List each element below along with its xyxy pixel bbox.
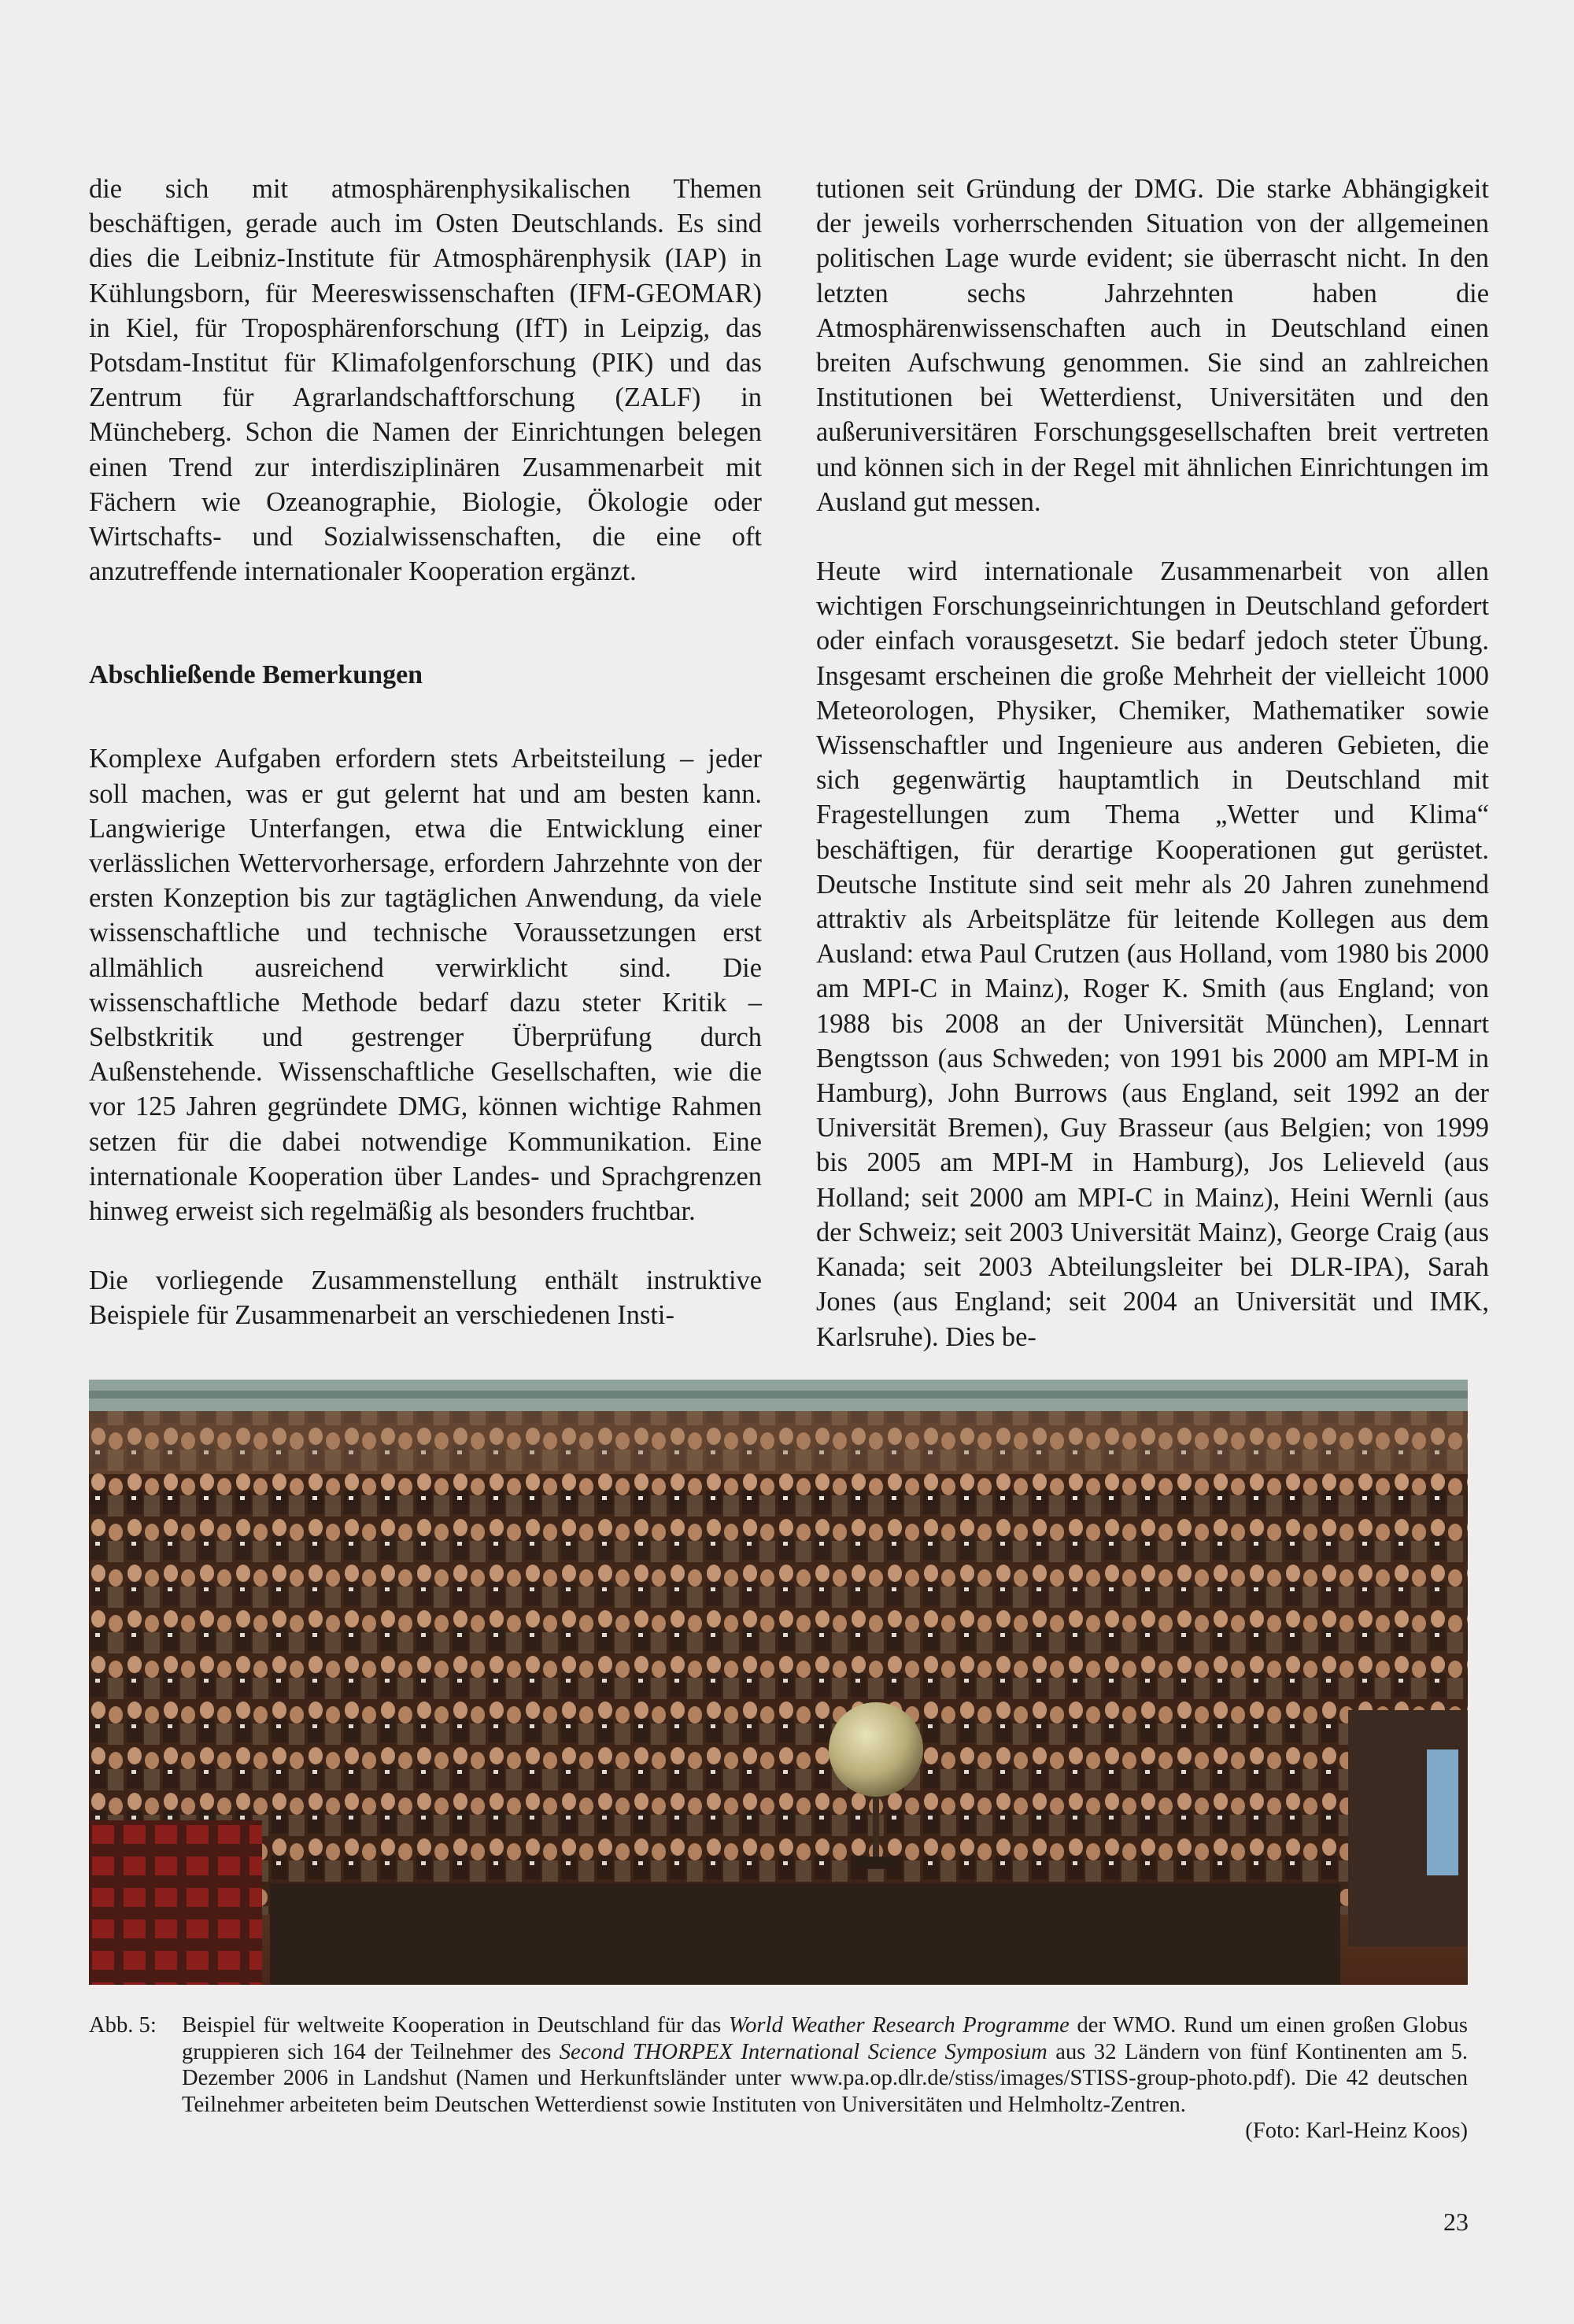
caption-segment: aus 32 Ländern von fünf Kontinenten am 5. Dezember 2006 in Landshut (Namen und Herkunftsländer unter www.pa.op.dlr.de/stiss/images/STISS-group-photo.pdf). Die 42 deutschen Teilnehmer arbeiteten beim Deutschen Wetterdienst sowie Instituten von Universitäten und Helmholtz-Zentren. [182, 2039, 1469, 2117]
caption-text [182, 2012, 1468, 2145]
page-number: 23 [1443, 2208, 1469, 2236]
group-photo-image [89, 1380, 1468, 1985]
caption-segment: der WMO. Rund um einen großen Globus gruppieren sich 164 der Teilnehmer des [182, 2013, 1468, 2064]
body-paragraph: Heute wird internationale Zusammenarbeit von allen wichtigen Forschungseinrichtungen in Deutschland gefordert oder einfach vorausgesetzt. Sie bedarf jedoch steter Übung. Insgesamt erscheinen die große Mehrheit der vielleicht 1000 Meteorologen, Physiker, Chemiker, Mathematiker sowie Wissenschaftler und Ingenieure aus anderen Gebieten, die sich gegenwärtig hauptamtlich in Deutschland mit Fragestellungen zum Thema „Wetter und Klima“ beschäftigen, für derartige Kooperationen gut gerüstet. Deutsche Institute sind seit mehr als 20 Jahren zunehmend attraktiv als Arbeitsplätze für leitende Kollegen aus dem Ausland: etwa Paul Crutzen (aus Holland, vom 1980 bis 2000 am MPI-C in Mainz), Roger K. Smith (aus England; von 1988 bis 2008 an der Universität München), Lennart Bengtsson (aus Schweden; von 1991 bis 2000 am MPI-M in Hamburg), John Burrows (aus England, seit 1992 an der Universität Bremen), Guy Brasseur (aus Belgien; von 1999 bis 2005 am MPI-M in Hamburg), Jos Lelieveld (aus Holland; seit 2000 am MPI-C in Mainz), Heini Wernli (aus der Schweiz; seit 2003 Universität Mainz), George Craig (aus Kanada; seit 2003 Abteilungsleiter bei DLR-IPA), Sarah Jones (aus England; seit 2004 an Universität und IMK, Karlsruhe). Dies be- [816, 556, 1489, 1352]
body-paragraph: Komplexe Aufgaben erfordern stets Arbeitsteilung – jeder soll machen, was er gut gelernt hat und am besten kann. Langwierige Unterfangen, etwa die Entwicklung einer verlässlichen Wettervorhersage, erfordern Jahrzehnte von der ersten Konzeption bis zur tagtäglichen Anwendung, da viele wissenschaftliche und technische Voraussetzungen erst allmählich ausreichend verwirklicht sind. Die wissenschaftliche Methode bedarf dazu steter Kritik – Selbstkritik und gestrenger Überprüfung durch Außenstehende. Wissenschaftliche Gesellschaften, wie die vor 125 Jahren gegründete DMG, können wichtige Rahmen setzen für die dabei notwendige Kommunikation. Eine internationale Kooperation über Landes- und Sprachgrenzen hinweg erweist sich regelmäßig als besonders fruchtbar. [89, 744, 762, 1227]
section-heading: Abschließende Bemerkungen [89, 660, 423, 690]
body-paragraph: Die vorliegende Zusammenstellung enthält instruktive Beispiele für Zusammenarbeit an verschiedenen Insti- [89, 1265, 762, 1331]
caption-italic-programme: World Weather Research Programme [728, 2013, 1070, 2038]
figure-label: Abb. 5: [89, 2013, 157, 2038]
left-column [89, 172, 762, 1333]
right-column [816, 172, 1489, 1354]
group-photo [89, 1380, 1468, 1985]
caption-italic-symposium: Second THORPEX International Science Symposium [559, 2039, 1047, 2064]
body-paragraph: die sich mit atmosphärenphysikalischen Themen beschäftigen, gerade auch im Osten Deutschlands. Es sind dies die Leibniz-Institute für Atmosphärenphysik (IAP) in Kühlungsborn, für Meereswissenschaften (IFM-GEOMAR) in Kiel, für Troposphärenforschung (IfT) in Leipzig, das Potsdam-Institut für Klimafolgenforschung (PIK) und das Zentrum für Agrarlandschaftforschung (ZALF) in Müncheberg. Schon die Namen der Einrichtungen belegen einen Trend zur interdisziplinären Zusammenarbeit mit Fächern wie Ozeanographie, Biologie, Ökologie oder Wirtschafts- und Sozialwissenschaften, die eine oft anzutreffende internationaler Kooperation ergänzt. [89, 174, 762, 587]
caption-segment: Beispiel für weltweite Kooperation in Deutschland für das [182, 2013, 729, 2038]
body-paragraph: tutionen seit Gründung der DMG. Die starke Abhängigkeit der jeweils vorherrschenden Situation von der allgemeinen politischen Lage wurde evident; sie überrascht nicht. In den letzten sechs Jahrzehnten haben die Atmosphärenwissenschaften auch in Deutschland einen breiten Aufschwung genommen. Sie sind an zahlreichen Institutionen bei Wetterdienst, Universitäten und den außeruniversitären Forschungsgesellschaften breit vertreten und können sich in der Regel mit ähnlichen Einrichtungen im Ausland gut messen. [816, 174, 1489, 517]
photo-credit: (Foto: Karl-Heinz Koos) [1245, 2119, 1468, 2144]
